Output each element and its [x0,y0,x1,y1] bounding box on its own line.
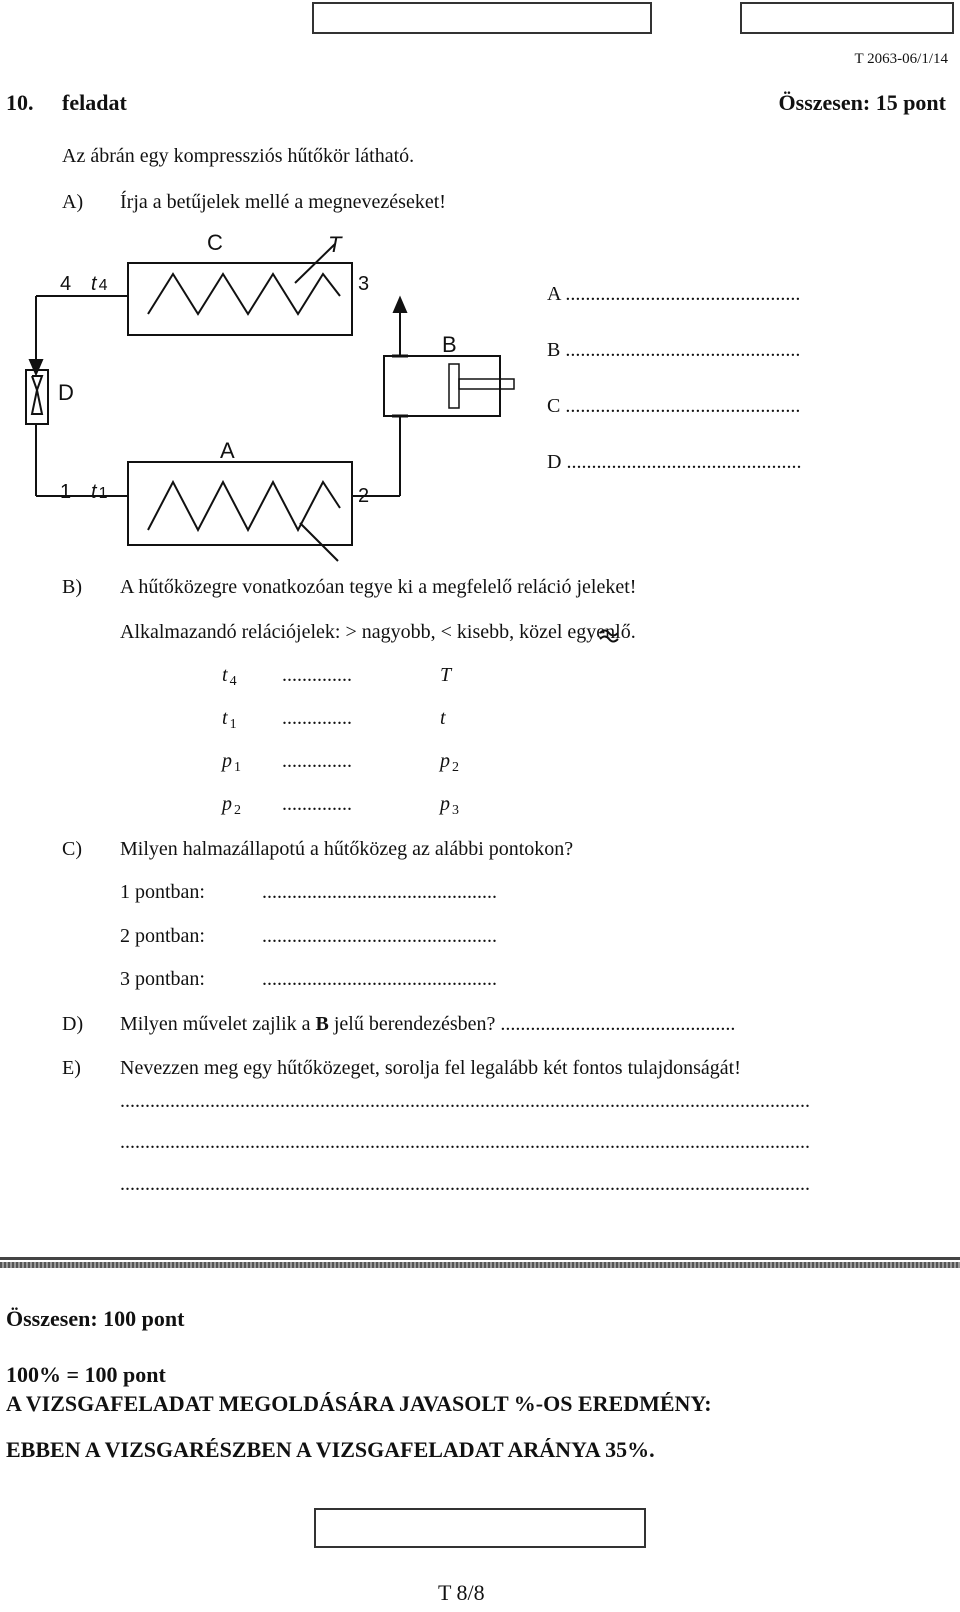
intro-text: Az ábrán egy kompressziós hűtőkör látható. [62,145,415,167]
relation-right: t [440,707,446,729]
state-answer-2[interactable]: ............................................... [262,925,497,947]
part-b-text: A hűtőközegre vonatkozóan tegye ki a megfelelő reláció jeleket! [120,576,637,598]
relation-row: p $_1$ [222,750,241,775]
part-e-text: Nevezzen meg egy hűtőközeget, sorolja fel legalább két fontos tulajdonságát! [120,1057,741,1079]
part-e-label: E) [62,1057,81,1079]
percent-line: 100% = 100 pont [6,1362,166,1387]
divider-line [0,1257,960,1260]
answer-line-e2[interactable]: .......................................................................................................................................... [120,1131,810,1153]
relation-row: t $_1$ [222,707,237,732]
state-item-1: 1 pontban: [120,881,205,903]
answer-line-b[interactable]: B ............................................... [547,339,801,361]
state-answer-3[interactable]: ............................................... [262,968,497,990]
label-D: D [58,380,74,405]
relation-row: p $_2$ [222,793,241,818]
task-title: feladat [62,90,127,115]
condenser-coil [148,274,340,314]
relation-dots[interactable]: .............. [282,664,352,686]
label-2: 2 [358,485,370,507]
approx-equal-icon [598,626,620,644]
part-a-label: A) [62,191,84,213]
label-T: T [328,232,342,257]
relation-dots[interactable]: .............. [282,750,352,772]
relation-row: t $_4$ [222,664,237,689]
ratio-line: EBBEN A VIZSGARÉSZBEN A VIZSGAFELADAT ARÁNYA 35%. [6,1437,655,1462]
task-number: 10. [6,90,34,115]
result-line: A VIZSGAFELADAT MEGOLDÁSÁRA JAVASOLT %-OS EREDMÉNY: [6,1391,712,1416]
refrigeration-cycle-diagram [0,230,560,570]
document-code: T 2063-06/1/14 [854,51,948,67]
grand-total: Összesen: 100 pont [6,1306,185,1331]
state-answer-1[interactable]: ............................................... [262,881,497,903]
relation-right: T [440,664,452,686]
relation-dots[interactable]: .............. [282,793,352,815]
answer-line-d[interactable]: D ............................................... [547,451,802,473]
task-total: Összesen: 15 pont [778,90,946,115]
compressor-rod [459,379,514,389]
expansion-valve-box [26,370,48,424]
part-b-label: B) [62,576,82,598]
part-a-text: Írja a betűjelek mellé a megnevezéseket! [120,191,446,213]
divider-hatched [0,1262,960,1268]
label-t4: t 4 [91,273,108,295]
label-C: C [207,230,223,255]
part-d-text[interactable]: Milyen művelet zajlik a B jelű berendezésben? ............................................... [120,1013,736,1035]
label-3: 3 [358,273,370,295]
arrow-up-icon [394,298,406,312]
part-c-label: C) [62,838,82,860]
answer-line-e3[interactable]: .......................................................................................................................................... [120,1173,810,1195]
relation-dots[interactable]: .............. [282,707,352,729]
part-b-legend: Alkalmazandó relációjelek: > nagyobb, < kisebb, közel egyenlő. [120,621,636,643]
arrow-down-icon [30,360,42,374]
answer-line-c[interactable]: C ............................................... [547,395,801,417]
relation-right: p $_2$ [440,750,459,775]
thermometer-bottom-line [300,523,338,561]
label-t1: t 1 [91,481,108,503]
state-item-3: 3 pontban: [120,968,205,990]
evaporator-coil [148,482,340,530]
answer-line-e1[interactable]: .......................................................................................................................................... [120,1090,810,1112]
header-box-left [312,2,652,34]
compressor-piston [449,364,459,408]
answer-line-a[interactable]: A ............................................... [547,283,801,305]
state-item-2: 2 pontban: [120,925,205,947]
label-4: 4 [60,273,72,295]
part-d-label: D) [62,1013,84,1035]
relation-right: p $_3$ [440,793,459,818]
part-c-text: Milyen halmazállapotú a hűtőközeg az alábbi pontokon? [120,838,574,860]
header-box-right [740,2,954,34]
condenser-box [128,263,352,335]
page-number: T 8/8 [438,1580,485,1605]
footer-score-box [314,1508,646,1548]
label-A: A [220,438,235,463]
label-1: 1 [60,481,72,503]
compressor-cylinder [384,356,500,416]
label-B: B [442,332,457,357]
